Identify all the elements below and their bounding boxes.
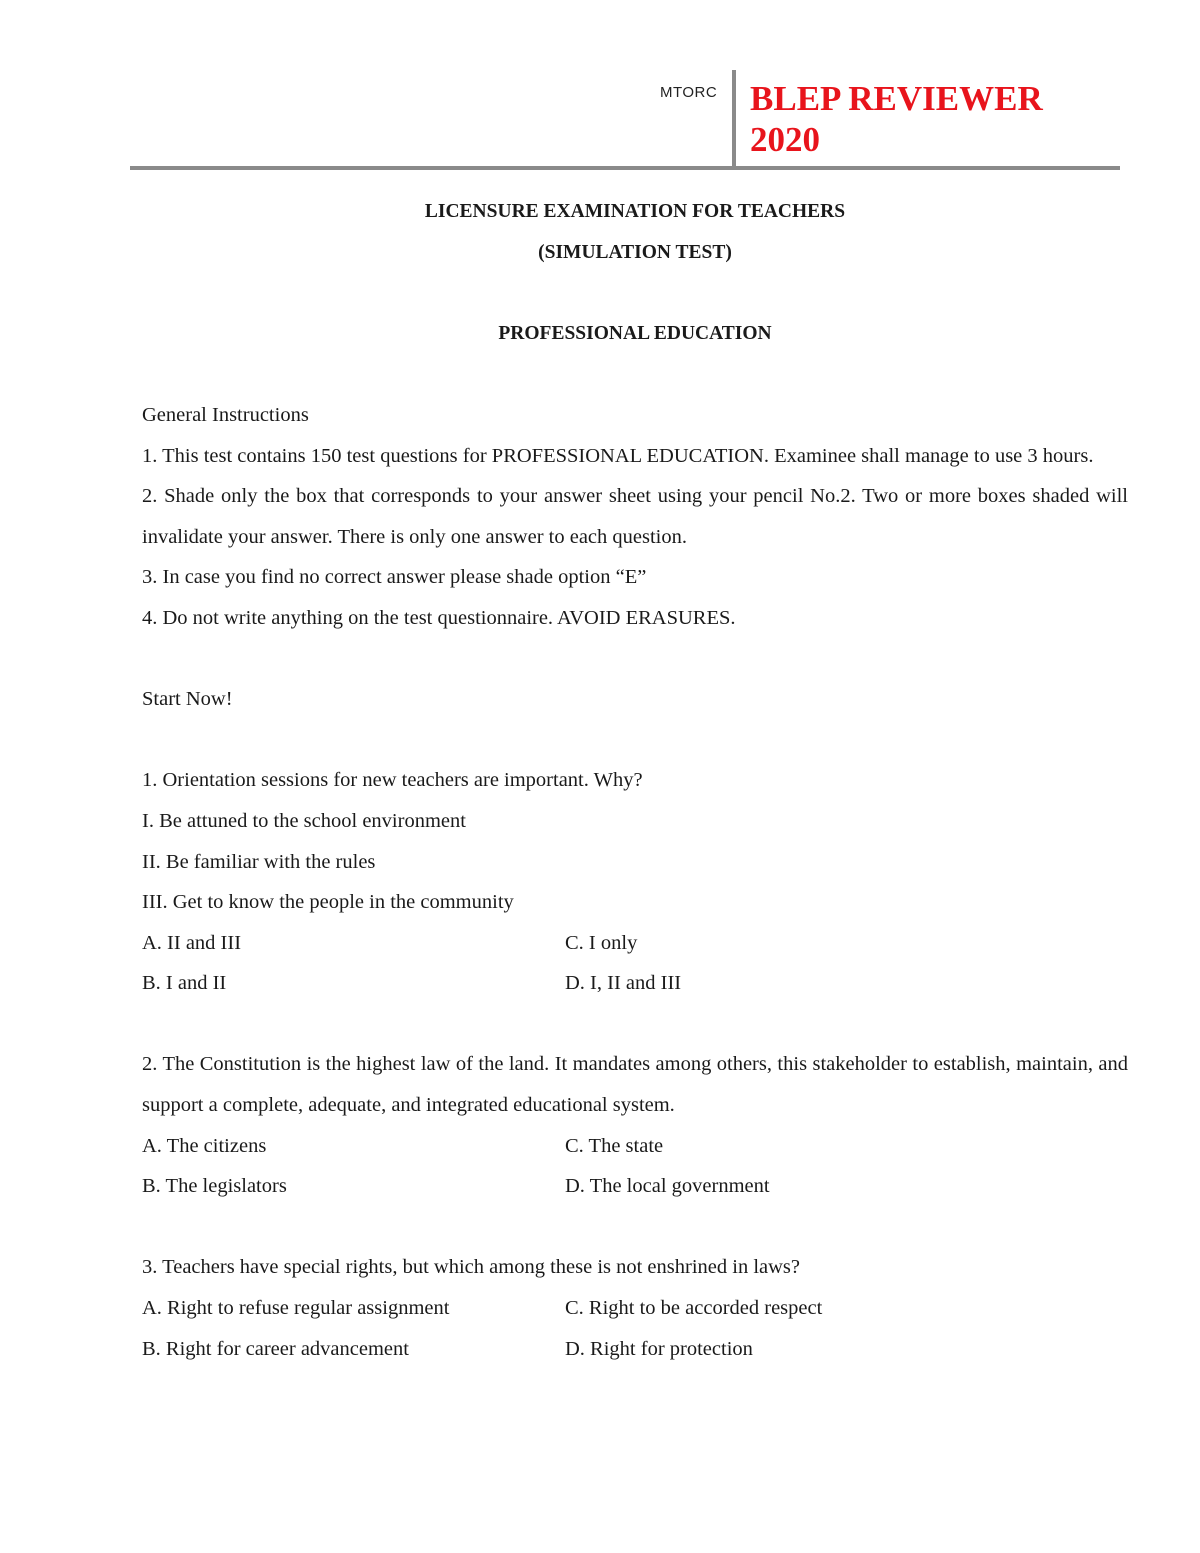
option-d: D. The local government [565, 1175, 770, 1198]
option-a: A. The citizens [142, 1134, 267, 1157]
document-body [142, 192, 1128, 1369]
question-stem: 3. Teachers have special rights, but which among these is not enshrined in laws? [142, 1256, 801, 1279]
start-now: Start Now! [142, 688, 233, 711]
option-row [142, 963, 1128, 1004]
question-statement: I. Be attuned to the school environment [142, 809, 466, 832]
question-stem: 1. Orientation sessions for new teachers are important. Why? [142, 769, 643, 792]
option-row [142, 1288, 1128, 1329]
header-vertical-divider [732, 70, 736, 168]
instruction-item: 2. Shade only the box that corresponds to your answer sheet using your pencil No.2. Two or more boxes shaded will invalidate your answer. There is only one answer to each question. [142, 485, 1128, 548]
option-c: C. The state [565, 1134, 664, 1157]
question-3 [142, 1247, 1128, 1369]
question-1 [142, 760, 1128, 1004]
header-brand-line2: 2020 [750, 120, 820, 159]
option-b: B. Right for career advancement [142, 1337, 409, 1360]
instruction-item: 1. This test contains 150 test questions for PROFESSIONAL EDUCATION. Examinee shall manage to use 3 hours. [142, 444, 1094, 467]
exam-subject: PROFESSIONAL EDUCATION [498, 322, 772, 344]
instruction-item: 3. In case you find no correct answer please shade option “E” [142, 566, 647, 589]
exam-title: LICENSURE EXAMINATION FOR TEACHERS [424, 201, 846, 222]
instruction-item: 4. Do not write anything on the test questionnaire. AVOID ERASURES. [142, 606, 736, 629]
option-d: D. I, II and III [565, 972, 682, 995]
exam-subtitle: (SIMULATION TEST) [538, 241, 732, 263]
option-b: B. The legislators [142, 1175, 287, 1198]
header-org: MTORC [660, 84, 718, 101]
instructions-heading: General Instructions [142, 403, 309, 426]
header-horizontal-divider [130, 166, 1120, 170]
question-stem: 2. The Constitution is the highest law of the land. It mandates among others, this stakeholder to establish, maintain, and support a complete, adequate, and integrated educational system. [142, 1053, 1128, 1117]
question-statement: III. Get to know the people in the community [142, 891, 514, 914]
option-d: D. Right for protection [565, 1337, 753, 1360]
question-2 [142, 1044, 1128, 1206]
option-row [142, 1329, 1128, 1370]
option-row [142, 1166, 1128, 1207]
option-row [142, 1126, 1128, 1167]
header-brand-line1: BLEP REVIEWER [750, 79, 1043, 118]
question-statement: II. Be familiar with the rules [142, 850, 376, 873]
option-a: A. II and III [142, 931, 242, 954]
option-row [142, 923, 1128, 964]
option-c: C. Right to be accorded respect [565, 1297, 823, 1320]
option-a: A. Right to refuse regular assignment [142, 1297, 450, 1320]
page-header [130, 70, 1120, 174]
header-brand [750, 78, 1043, 160]
option-c: C. I only [565, 931, 638, 954]
option-b: B. I and II [142, 972, 227, 995]
